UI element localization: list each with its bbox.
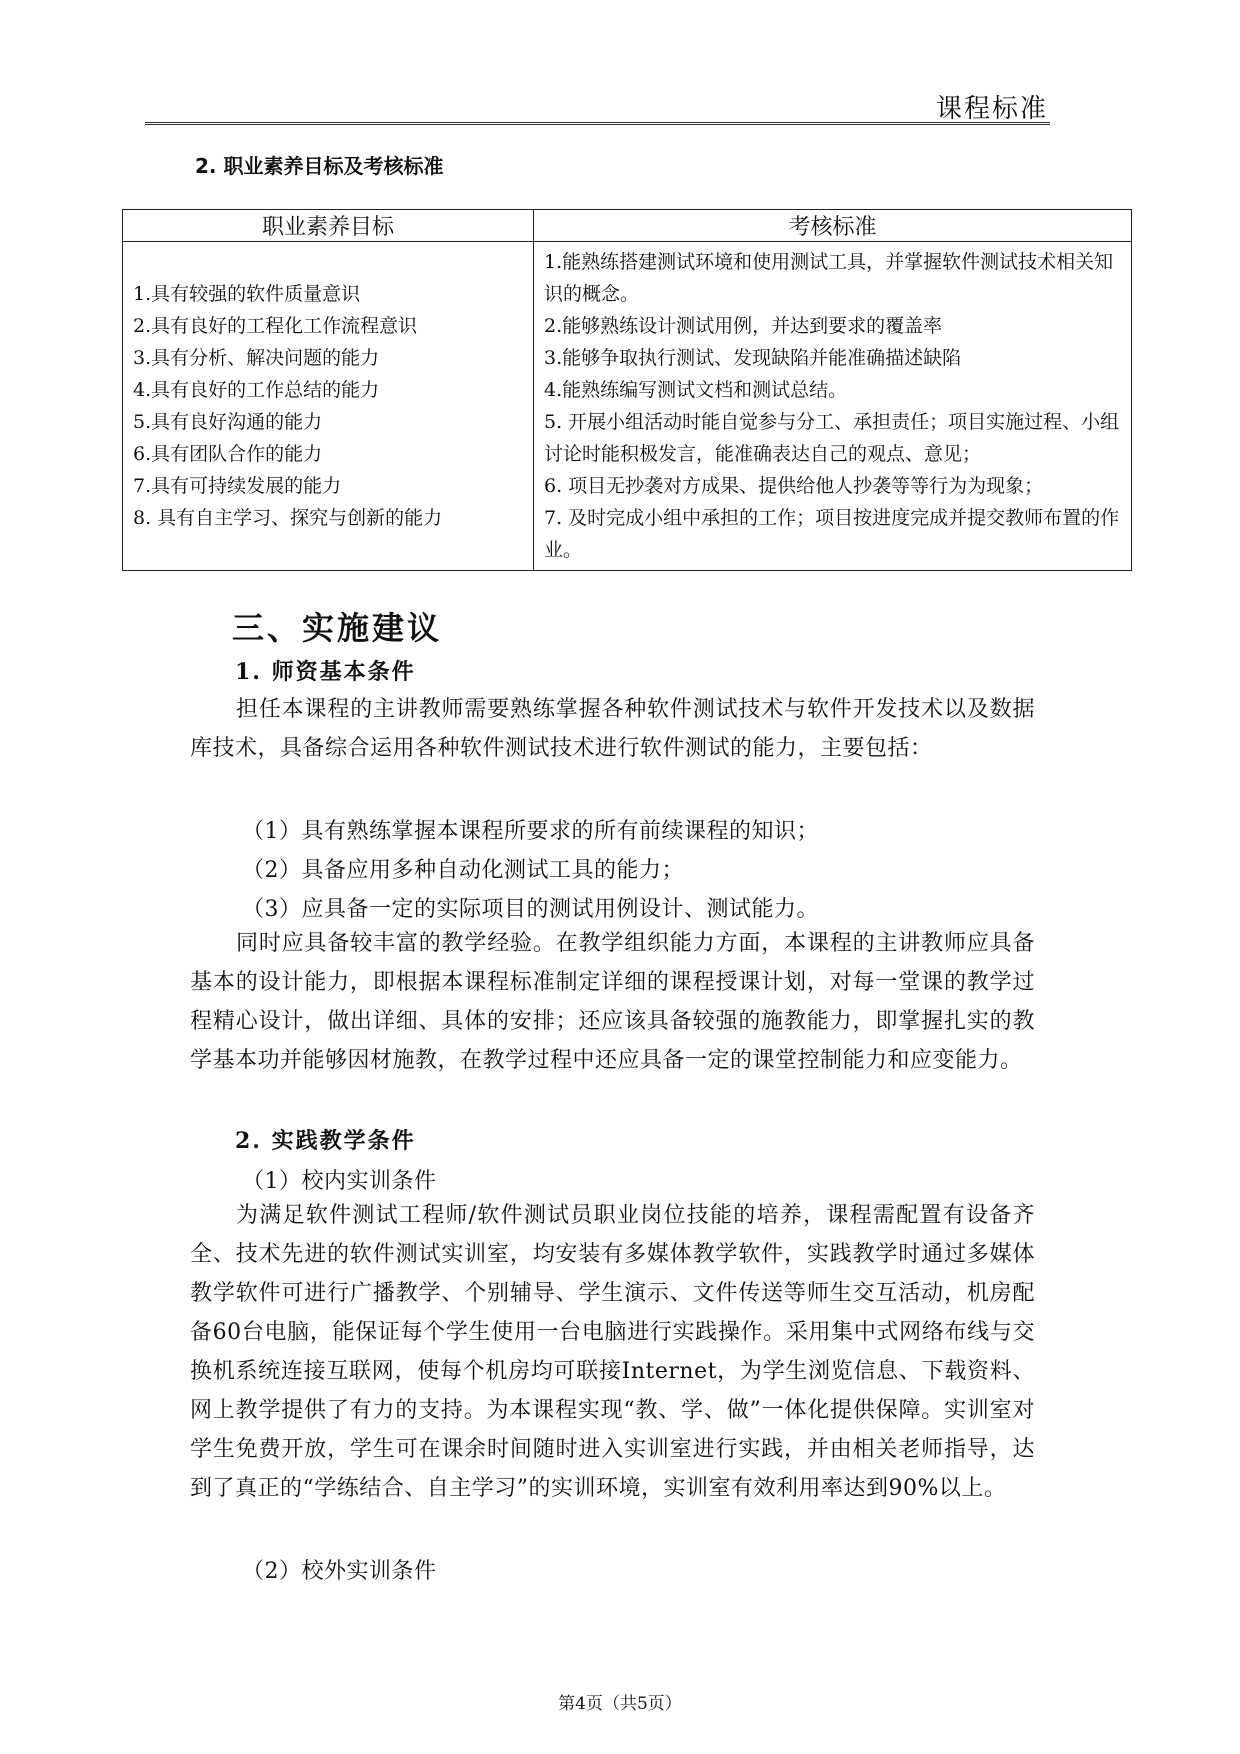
table-row	[123, 242, 1132, 571]
goals-table	[122, 209, 1132, 571]
requirement-item: （3）应具备一定的实际项目的测试用例设计、测试能力。	[242, 897, 819, 922]
table-header-row	[123, 210, 1132, 242]
goal-item: 6.具有团队合作的能力	[133, 443, 323, 465]
sub2-paragraph: 为满足软件测试工程师/软件测试员职业岗位技能的培养，课程需配置有设备齐全、技术先进的软件测试实训室，均安装有多媒体教学软件，实践教学时通过多媒体教学软件可进行广播教学、个别辅导、学生演示、文件传送等师生交互活动，机房配备60台电脑，能保证每个学生使用一台电脑进行实践操作。采用集中式网络布线与交换机系统连接互联网，使每个机房均可联接Internet，为学生浏览信息、下载资料、网上教学提供了有力的支持。为本课程实现“教、学、做”一体化提供保障。实训室对学生免费开放，学生可在课余时间随时进入实训室进行实践，并由相关老师指导，达到了真正的“学练结合、自主学习”的实训环境，实训室有效利用率达到90%以上。	[190, 1203, 1035, 1501]
sub1-paragraph: 担任本课程的主讲教师需要熟练掌握各种软件测试技术与软件开发技术以及数据库技术，具备综合运用各种软件测试技术进行软件测试的能力，主要包括：	[190, 697, 1035, 761]
goals-cell	[123, 242, 534, 571]
header-divider	[145, 122, 1050, 127]
part3-title: 三、实施建议	[232, 609, 443, 647]
criteria-item: 7. 及时完成小组中承担的工作；项目按进度完成并提交教师布置的作业。	[544, 507, 1120, 561]
criteria-item: 4.能熟练编写测试文档和测试总结。	[544, 379, 848, 401]
sub2-item-1: （1）校内实训条件	[242, 1169, 437, 1194]
page-number: 第4页（共5页）	[558, 1694, 682, 1714]
section-heading: 2. 职业素养目标及考核标准	[195, 154, 444, 178]
column-header-goals: 职业素养目标	[123, 210, 534, 242]
goal-item: 2.具有良好的工程化工作流程意识	[133, 315, 418, 337]
sub1-paragraph-2: 同时应具备较丰富的教学经验。在教学组织能力方面，本课程的主讲教师应具备基本的设计能力，即根据本课程标准制定详细的课程授课计划，对每一堂课的教学过程精心设计，做出详细、具体的安排；还应该具备较强的施教能力，即掌握扎实的教学基本功并能够因材施教，在教学过程中还应具备一定的课堂控制能力和应变能力。	[190, 931, 1035, 1073]
requirement-item: （1）具有熟练掌握本课程所要求的所有前续课程的知识；	[242, 819, 819, 844]
goal-item: 8. 具有自主学习、探究与创新的能力	[133, 507, 443, 529]
criteria-cell	[534, 242, 1132, 571]
criteria-item: 6. 项目无抄袭对方成果、提供给他人抄袭等等行为为现象；	[544, 475, 1044, 497]
sub2-title: 2. 实践教学条件	[235, 1128, 416, 1154]
requirement-item: （2）具备应用多种自动化测试工具的能力；	[242, 858, 684, 883]
goal-item: 5.具有良好沟通的能力	[133, 411, 323, 433]
sub2-item-2: （2）校外实训条件	[242, 1559, 437, 1584]
goal-item: 4.具有良好的工作总结的能力	[133, 379, 380, 401]
goal-item: 7.具有可持续发展的能力	[133, 475, 342, 497]
header-title: 课程标准	[935, 94, 1048, 124]
goal-item: 1.具有较强的软件质量意识	[133, 283, 361, 305]
goal-item: 3.具有分析、解决问题的能力	[133, 347, 380, 369]
column-header-criteria: 考核标准	[534, 210, 1132, 242]
sub1-title: 1. 师资基本条件	[235, 659, 416, 685]
criteria-item: 2.能够熟练设计测试用例，并达到要求的覆盖率	[544, 315, 943, 337]
criteria-item: 1.能熟练搭建测试环境和使用测试工具，并掌握软件测试技术相关知识的概念。	[544, 251, 1114, 305]
criteria-item: 3.能够争取执行测试、发现缺陷并能准确描述缺陷	[544, 347, 962, 369]
criteria-item: 5. 开展小组活动时能自觉参与分工、承担责任；项目实施过程、小组讨论时能积极发言，能准确表达自己的观点、意见；	[544, 411, 1120, 465]
